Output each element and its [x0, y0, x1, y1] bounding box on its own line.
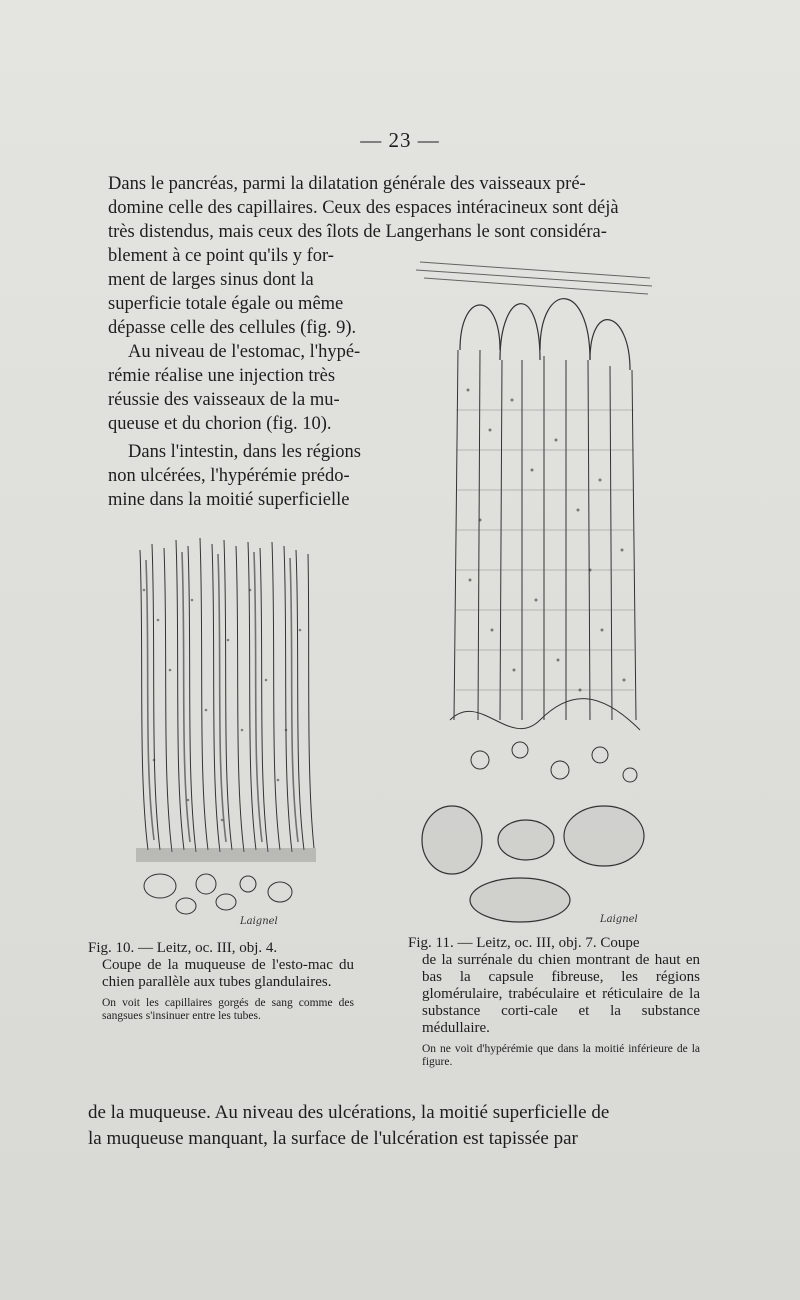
- figure-11-caption: [408, 935, 700, 1069]
- figure-10-signature: Laignel: [240, 916, 278, 927]
- figure-10-caption-body: Coupe de la muqueuse de l'esto-mac du chien parallèle aux tubes glandulaires.: [102, 957, 354, 990]
- text-line: blement à ce point qu'ils y for-: [108, 246, 334, 266]
- figure-10-illustration: [130, 530, 320, 930]
- text-line: la muqueuse manquant, la surface de l'ulcération est tapissée par: [88, 1128, 578, 1149]
- figure-10-caption-title: Fig. 10. — Leitz, oc. III, obj. 4.: [88, 940, 278, 956]
- paragraph-stomach: [108, 340, 378, 436]
- figure-11-illustration: [390, 250, 660, 930]
- figure-11-caption-title: Fig. 11. — Leitz, oc. III, obj. 7. Coupe: [408, 935, 640, 951]
- paragraph-ulceration: [88, 1100, 700, 1152]
- text-line: Au niveau de l'estomac, l'hypé-: [128, 342, 361, 362]
- text-line: réussie des vaisseaux de la mu-: [108, 390, 340, 410]
- text-line: superficie totale égale ou même: [108, 294, 344, 314]
- paragraph-intestine: [108, 440, 378, 512]
- text-line: rémie réalise une injection très: [108, 366, 336, 386]
- text-line: Dans l'intestin, dans les régions: [128, 442, 362, 462]
- text-line: Dans le pancréas, parmi la dilatation générale des vaisseaux pré-: [108, 174, 586, 194]
- text-line: très distendus, mais ceux des îlots de Langerhans le sont considéra-: [108, 222, 607, 242]
- figure-10-caption-note: On voit les capillaires gorgés de sang comme des sangsues s'insinuer entre les tubes.: [102, 997, 354, 1022]
- text-line: mine dans la moitié superficielle: [108, 490, 350, 510]
- figure-11-signature: Laignel: [600, 914, 638, 925]
- text-line: non ulcérées, l'hypérémie prédo-: [108, 466, 350, 486]
- text-line: queuse et du chorion (fig. 10).: [108, 414, 332, 434]
- text-line: de la muqueuse. Au niveau des ulcérations, la moitié superficielle de: [88, 1102, 610, 1123]
- figure-11-caption-note: On ne voit d'hypérémie que dans la moitié inférieure de la figure.: [422, 1043, 700, 1068]
- figure-11-caption-body: de la surrénale du chien montrant de haut en bas la capsule fibreuse, les régions glomérulaire, trabéculaire et réticulaire de la substance corti-cale et la substance médullaire.: [422, 952, 700, 1036]
- text-line: ment de larges sinus dont la: [108, 270, 314, 290]
- figure-10-caption: [88, 940, 368, 1023]
- text-line: dépasse celle des cellules (fig. 9).: [108, 318, 357, 338]
- text-line: domine celle des capillaires. Ceux des espaces intéracineux sont déjà: [108, 198, 619, 218]
- page-number: — 23 —: [360, 128, 440, 152]
